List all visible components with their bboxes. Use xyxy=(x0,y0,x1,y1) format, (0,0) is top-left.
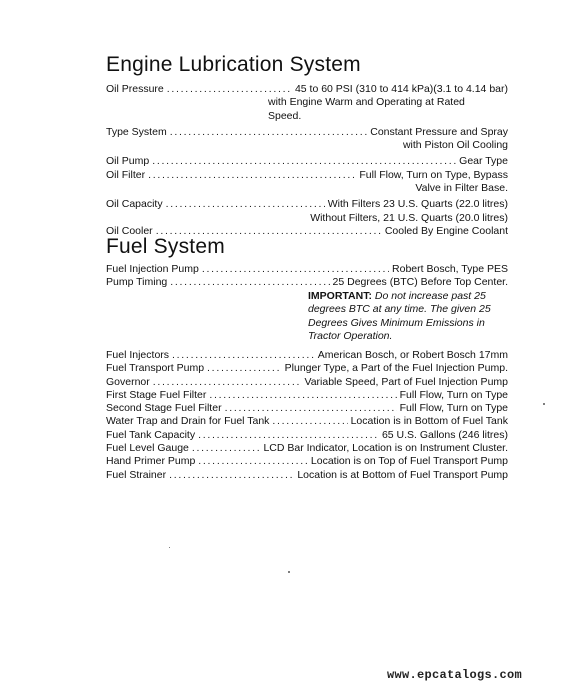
spec-value: Gear Type xyxy=(459,155,508,168)
fuel-system-specs xyxy=(106,263,508,482)
spec-value: LCD Bar Indicator, Location is on Instrument Cluster. xyxy=(263,442,508,455)
spec-row-hand-primer-pump xyxy=(106,455,508,468)
spec-continuation: Valve in Filter Base. xyxy=(415,182,508,195)
spec-value: With Filters 23 U.S. Quarts (22.0 litres) xyxy=(327,198,508,211)
engine-lubrication-specs xyxy=(106,83,508,238)
spec-label: Fuel Level Gauge xyxy=(106,442,189,455)
spec-label: Fuel Injectors xyxy=(106,348,170,361)
spec-row-pump-timing xyxy=(106,276,508,289)
dot-leader xyxy=(202,263,389,276)
spec-label: Fuel Injection Pump xyxy=(106,263,199,275)
dot-leader xyxy=(148,169,356,182)
engine-lubrication-heading: Engine Lubrication System xyxy=(106,53,361,76)
spec-value: 45 to 60 PSI (310 to 414 kPa)(3.1 to 4.14 bar) xyxy=(294,83,508,95)
fuel-system-heading: Fuel System xyxy=(106,235,225,258)
spec-row-fuel-strainer xyxy=(106,469,508,482)
spec-label: Oil Pump xyxy=(106,155,150,168)
spec-label: Hand Primer Pump xyxy=(106,455,196,468)
spec-label: Oil Pressure xyxy=(106,83,164,95)
spec-value: Constant Pressure and Spray xyxy=(370,125,508,138)
scan-speck xyxy=(543,403,545,405)
dot-leader xyxy=(170,126,368,139)
spec-value: Location is on Top of Fuel Transport Pump xyxy=(310,455,508,468)
spec-label: Oil Cooler xyxy=(106,224,153,237)
dot-leader xyxy=(225,402,397,415)
dot-leader xyxy=(172,349,315,362)
important-text: degrees BTC at any time. The given 25 xyxy=(308,303,491,316)
spec-value: 25 Degrees (BTC) Before Top Center. xyxy=(332,276,508,289)
spec-label: Type System xyxy=(106,125,167,138)
spec-label: Pump Timing xyxy=(106,276,168,289)
spec-value: 65 U.S. Gallons (246 litres) xyxy=(381,428,508,441)
spec-label: Oil Capacity xyxy=(106,198,163,211)
spec-value: Full Flow, Turn on Type xyxy=(399,388,508,401)
important-label: IMPORTANT: xyxy=(308,289,372,302)
spec-row-governor xyxy=(106,376,508,389)
dot-leader xyxy=(198,455,308,468)
important-note xyxy=(308,290,508,344)
dot-leader xyxy=(192,442,261,455)
spec-value: Variable Speed, Part of Fuel Injection Pump xyxy=(304,375,508,388)
spec-label: Oil Filter xyxy=(106,168,146,181)
dot-leader xyxy=(198,429,379,442)
dot-leader xyxy=(167,83,292,96)
spec-value: American Bosch, or Robert Bosch 17mm xyxy=(317,348,508,361)
dot-leader xyxy=(169,469,294,482)
spec-label: Fuel Strainer xyxy=(106,468,167,481)
spec-value: Location is in Bottom of Fuel Tank xyxy=(350,415,508,428)
spec-label: Water Trap and Drain for Fuel Tank xyxy=(106,415,270,428)
spec-value: Location is at Bottom of Fuel Transport Pump xyxy=(297,468,508,481)
dot-leader xyxy=(166,198,325,211)
spec-label: First Stage Fuel Filter xyxy=(106,388,207,401)
spec-row-fuel-transport-pump xyxy=(106,362,508,375)
spec-label: Governor xyxy=(106,375,150,388)
important-text: Do not increase past 25 xyxy=(374,289,486,302)
spec-value: Cooled By Engine Coolant xyxy=(384,224,508,237)
dot-leader xyxy=(153,376,302,389)
spec-value: Full Flow, Turn on Type, Bypass xyxy=(359,168,508,181)
spec-row-oil-pressure xyxy=(106,83,508,96)
spec-value: Plunger Type, a Part of the Fuel Injection Pump. xyxy=(284,362,508,375)
spec-row-fuel-injection-pump xyxy=(106,263,508,276)
spec-label: Fuel Tank Capacity xyxy=(106,428,196,441)
spec-row-fuel-level-gauge xyxy=(106,442,508,455)
spec-continuation: with Piston Oil Cooling xyxy=(402,139,508,152)
spec-continuation: Speed. xyxy=(268,109,302,122)
spec-label: Fuel Transport Pump xyxy=(106,362,205,375)
dot-leader xyxy=(152,155,456,168)
spec-row-fuel-tank-capacity xyxy=(106,429,508,442)
spec-row-water-trap xyxy=(106,415,508,428)
important-text: Tractor Operation. xyxy=(308,330,393,343)
spec-row-oil-filter xyxy=(106,169,508,182)
dot-leader xyxy=(170,276,329,289)
spec-value: Robert Bosch, Type PES xyxy=(392,263,508,275)
spec-row-oil-pump xyxy=(106,155,508,168)
spec-continuation: with Engine Warm and Operating at Rated xyxy=(268,96,465,109)
watermark-url: www.epcatalogs.com xyxy=(386,668,522,682)
dot-leader xyxy=(209,389,396,402)
spec-row-oil-capacity xyxy=(106,198,508,211)
scan-speck xyxy=(169,547,170,548)
spec-row-first-stage-filter xyxy=(106,389,508,402)
spec-row-type-system xyxy=(106,126,508,139)
dot-leader xyxy=(272,415,347,428)
dot-leader xyxy=(207,362,282,375)
spec-row-second-stage-filter xyxy=(106,402,508,415)
spec-value: Full Flow, Turn on Type xyxy=(399,402,508,415)
scan-speck xyxy=(288,571,290,573)
spec-continuation: Without Filters, 21 U.S. Quarts (20.0 litres) xyxy=(310,211,508,224)
important-text: Degrees Gives Minimum Emissions in xyxy=(308,316,485,329)
spec-row-fuel-injectors xyxy=(106,349,508,362)
spec-label: Second Stage Fuel Filter xyxy=(106,402,222,415)
